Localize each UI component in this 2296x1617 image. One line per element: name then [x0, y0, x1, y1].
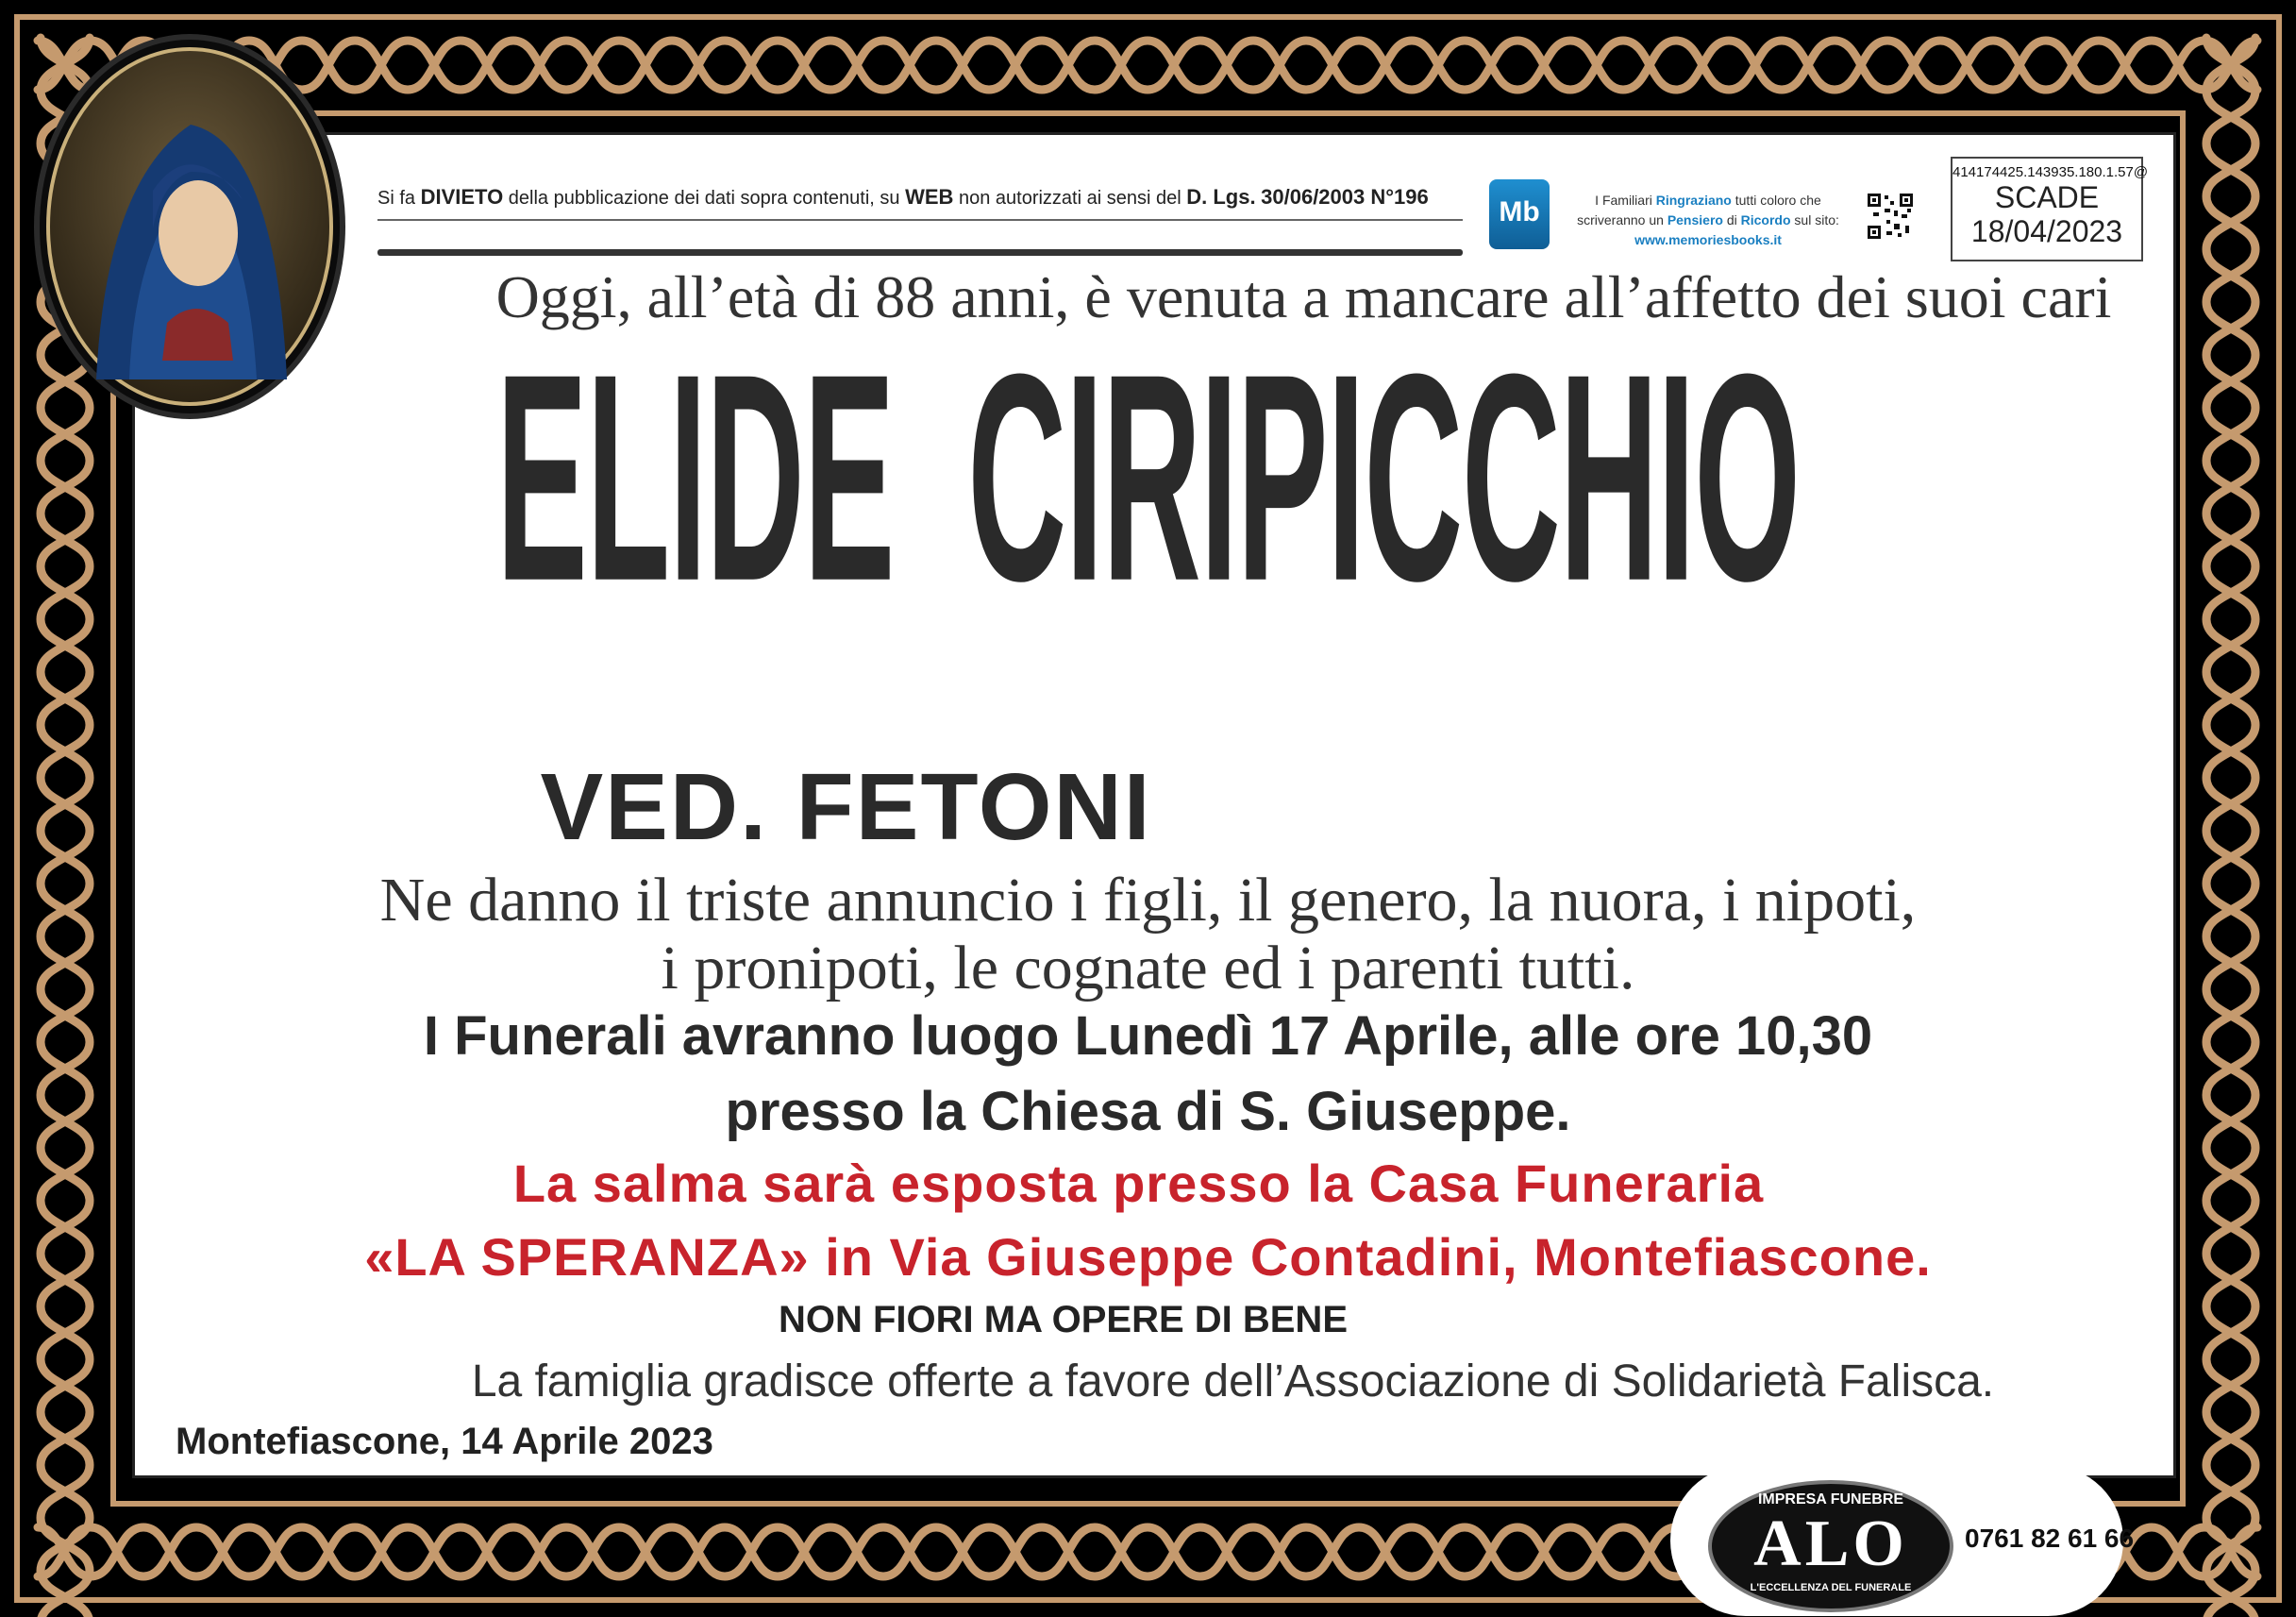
alo-logo-top-text: IMPRESA FUNEBRE	[1757, 1491, 1904, 1508]
non-fiori-line: NON FIORI MA OPERE DI BENE	[778, 1299, 1348, 1340]
memoriesbooks-link[interactable]: www.memoriesbooks.it	[1634, 232, 1782, 247]
alo-logo-bottom-text: L'ECCELLENZA DEL FUNERALE	[1750, 1582, 1912, 1593]
widow-of: VED. FETONI	[540, 754, 1152, 860]
funeral-line-1: I Funerali avranno luogo Lunedì 17 Aprile, alle ore 10,30	[423, 1005, 1873, 1067]
funeral-line-2: presso la Chiesa di S. Giuseppe.	[725, 1081, 1571, 1142]
qr-code-icon[interactable]	[1866, 182, 1915, 250]
intro-line: Oggi, all’età di 88 anni, è venuta a mancare all’affetto dei suoi cari	[495, 263, 2112, 330]
salma-line-2: «LA SPERANZA» in Via Giuseppe Contadini, Montefiascone.	[364, 1227, 1932, 1287]
announcement-line-1: Ne danno il triste annuncio i figli, il genero, la nuora, i nipoti,	[379, 866, 1917, 935]
alo-logo-brand: ALO	[1753, 1508, 1908, 1580]
deceased-name: ELIDE CIRIPICCHIO	[496, 312, 1800, 642]
funeral-home-phone[interactable]: 0761 82 61 66	[1965, 1524, 2135, 1553]
divider-thin	[377, 219, 1463, 221]
salma-line-1: La salma sarà esposta presso la Casa Funeraria	[512, 1154, 1765, 1213]
privacy-notice: Si fa DIVIETO della pubblicazione dei dati sopra contenuti, su WEB non autorizzati ai sensi del D. Lgs. 30/06/2003 N°196	[377, 185, 1429, 209]
expiry-box	[1951, 157, 2149, 261]
memoriesbooks-message: I Familiari Ringraziano tutti coloro che scriveranno un Pensiero di Ricordo sul sito: www.memoriesbooks.it	[1567, 191, 1850, 250]
offer-line: La famiglia gradisce offerte a favore dell’Associazione di Solidarietà Falisca.	[471, 1356, 1995, 1406]
divider-thick	[377, 249, 1463, 256]
expiry-code: 414174425.143935.180.1.57@	[1952, 164, 2149, 180]
place-date: Montefiascone, 14 Aprile 2023	[176, 1421, 713, 1462]
expiry-date: 18/04/2023	[1970, 214, 2123, 248]
memoriesbooks-logo-icon: Mb	[1489, 179, 1550, 249]
expiry-label: SCADE	[1994, 180, 2100, 214]
announcement-line-2: i pronipoti, le cognate ed i parenti tutti.	[661, 934, 1635, 1002]
